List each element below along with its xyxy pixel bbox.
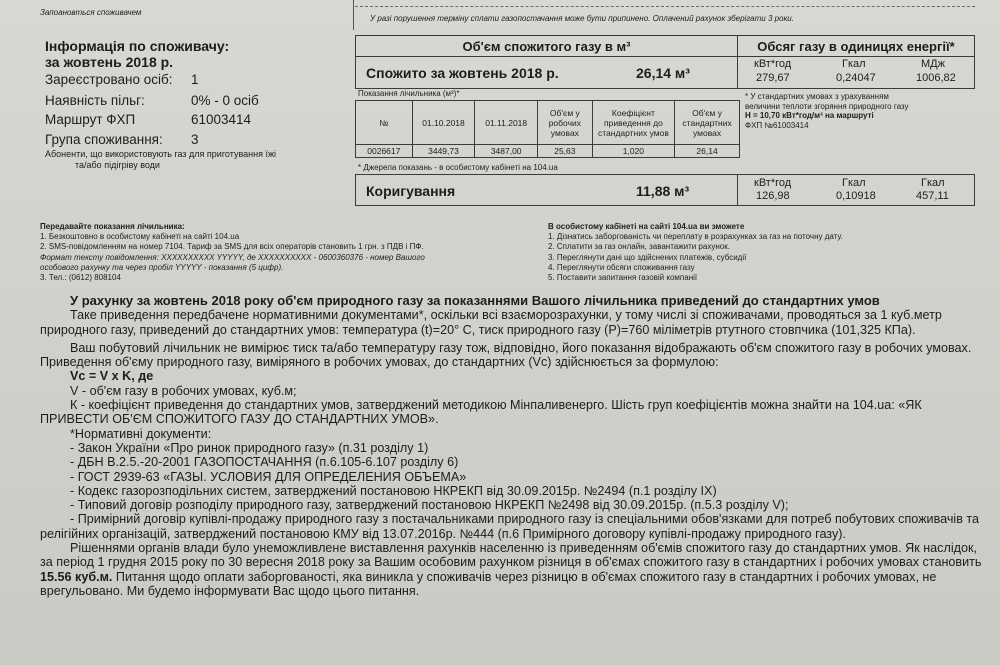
norm-item: - Закон України «Про ринок природного газу» (п.31 розділу 1): [70, 440, 429, 455]
std-note-line: * У стандартних умовах з урахуванням: [745, 92, 889, 101]
cabinet-line: 5. Поставити запитання газовій компанії: [548, 273, 698, 283]
norm-item: - Примірний договір купівлі-продажу природного газу з постачальниками природного газу із спеціальними обов'язками для потреб побутових споживачів та релігійних організацій, затверджений постановою КМУ від 13.07.2016р. №444 (п.6 Примірного договору купівлі-продажу природного газу).: [40, 512, 980, 541]
difference-volume: 15.56 куб.м.: [40, 569, 113, 584]
meter-header-cell: №: [356, 101, 413, 145]
correction-divider: [737, 175, 738, 205]
energy-value-gcal: 0,24047: [836, 72, 876, 84]
energy-unit-kwh: кВт*год: [754, 58, 792, 70]
energy-value-mj: 1006,82: [916, 72, 956, 84]
cabinet-line: 1. Дізнатись заборгованість чи переплату в розрахунках за газ на поточну дату.: [548, 232, 843, 242]
correction-value-kwh: 126,98: [756, 190, 790, 202]
row-value: 3: [191, 132, 199, 147]
std-note-line: ФХП №61003414: [745, 120, 809, 130]
standard-conditions-note: [745, 92, 909, 130]
top-right-note: У разі порушення терміну сплати газопостачання може бути припинено. Оплачений рахунок зберігати 3 роки.: [370, 14, 794, 23]
formula: Vc = V x K, де: [70, 369, 154, 384]
meter-header-cell: Об'єм у робочих умовах: [538, 101, 593, 145]
norms-title: *Нормативні документи:: [70, 426, 212, 441]
norm-item: - ДБН В.2.5.-20-2001 ГАЗОПОСТАЧАННЯ (п.6.105-6.107 розділу 6): [70, 455, 459, 470]
row-value: 0% - 0 осіб: [191, 93, 259, 108]
top-left-note: Запоановться споживачем: [40, 8, 142, 17]
meter-source-note: * Джерела показань - в особистому кабінеті на 104.ua: [358, 163, 558, 172]
std-note-line: Н = 10,70 кВт*год/м³ на маршруті: [745, 111, 874, 120]
definition-v: V - об'єм газу в робочих умовах, куб.м;: [70, 383, 297, 398]
correction-value-gcal2: 457,11: [916, 190, 949, 202]
main-paragraph-2: Ваш побутовий лічильник не вимірює тиск та/або температуру газу тож, відповідно, його показання відображають об'єм спожитого газу в робочих умовах. Приведення об'єму природного газу, виміряного в робочих умовах, до стандартних (Vс) здійснюється за формулою:: [40, 340, 972, 370]
meter-data-row: [356, 145, 740, 158]
consumer-title-line1: Інформація по споживачу:: [45, 38, 230, 54]
cut-line: [355, 6, 975, 7]
row-label: Наявність пільг:: [45, 93, 145, 108]
gas-volume-header: Об'єм спожитого газу в м³: [462, 39, 631, 54]
consumer-note-line1: Абоненти, що використовують газ для приготування їжі: [45, 149, 276, 159]
consumed-label: Спожито за жовтень 2018 р.: [366, 65, 559, 81]
meter-header-cell: Об'єм у стандартних умовах: [675, 101, 740, 145]
cabinet-line: 4. Переглянути обсяги споживання газу: [548, 262, 695, 272]
consumer-row-group: [45, 132, 199, 147]
meter-cell: 3449,73: [412, 145, 475, 158]
meter-header-cell: 01.11.2018: [475, 101, 538, 145]
meter-cell: 1,020: [592, 145, 674, 158]
vertical-divider: [353, 0, 354, 30]
meter-cell: 25,63: [538, 145, 593, 158]
transfer-readings-block: [40, 222, 520, 283]
consumer-info-title: [45, 38, 229, 70]
energy-unit-gcal: Гкал: [842, 58, 866, 70]
correction-unit-gcal: Гкал: [842, 177, 866, 189]
row-label: Група споживання:: [45, 132, 163, 147]
volume-row-divider: [356, 56, 974, 57]
volume-table: [355, 35, 975, 89]
meter-header-cell: 01.10.2018: [412, 101, 475, 145]
meter-cell: 0026617: [356, 145, 413, 158]
paragraph-3-part-b: Питання щодо оплати заборгованості, яка виникла у споживачів через різницю в об'ємах спожитого газу в стандартних і робочих умовах, не врегульовано. Ми будемо інформувати Вас щодо цього питання.: [40, 569, 937, 598]
cabinet-line: 3. Переглянути дані що здійснених платежів, субсидії: [548, 252, 747, 262]
meter-header-row: [356, 101, 740, 145]
correction-box: [355, 174, 975, 206]
paragraph-3-part-a: Рішеннями органів влади було унеможливлене виставлення рахунків населенню із приведенням об'ємів спожитого газу до стандартних умов. Як наслідок, за період 1 грудня 2015 року по 30 вересня 2018 року за Вашим особовим рахунком різниця в об'ємах спожитого газу в стандартних і робочих умовах становить: [40, 541, 982, 570]
meter-caption: Показання лічильника (м³)*: [358, 89, 460, 98]
transfer-line: 1. Безкоштовно в особистому кабінеті на сайті 104.ua: [40, 232, 240, 242]
cabinet-line: 2. Сплатити за газ онлайн, завантажити рахунок.: [548, 242, 730, 252]
consumer-row-benefits: [45, 93, 259, 108]
correction-value: 11,88 м³: [636, 183, 690, 199]
norm-item: - ГОСТ 2939-63 «ГАЗЫ. УСЛОВИЯ ДЛЯ ОПРЕДЕЛЕНИЯ ОБЪЕМА»: [70, 469, 467, 484]
correction-unit-gcal2: Гкал: [921, 177, 945, 189]
main-heading: У рахунку за жовтень 2018 року об'єм природного газу за показаннями Вашого лічильника приведений до стандартних умов: [70, 293, 880, 308]
main-paragraph-1: Таке приведення передбачене нормативними документами*, оскільки всі взаєморозрахунки, у тому числі зі споживачами, проводяться за 1 куб.метр природного газу, приведений до стандартних умов: температура (t)=20° C, тиск природного газу (P)=760 міліметрів ртутного стовпчика (101,325 КПа).: [40, 308, 942, 337]
row-value: 61003414: [191, 112, 252, 127]
correction-value-gcal: 0,10918: [836, 190, 876, 202]
energy-value-kwh: 279,67: [756, 72, 790, 84]
meter-table: [355, 100, 740, 158]
norm-item: - Типовий договір розподілу природного газу, затверджений постановою НКРЕКП №2498 від 30.09.2015р. (п.5.3 розділу V);: [70, 498, 789, 513]
transfer-title: Передавайте показання лічильника:: [40, 222, 185, 231]
definition-k: К - коефіцієнт приведення до стандартних умов, затверджений методикою Мінпаливенерго. Шість груп коефіцієнтів можна знайти на 104.ua: «ЯК ПРИВЕСТИ ОБ'ЄМ СПОЖИТОГО ГАЗУ ДО СТАНДАРТНИХ УМОВ».: [40, 398, 922, 427]
cabinet-title: В особистому кабінеті на сайті 104.ua ви зможете: [548, 222, 745, 231]
energy-unit-mj: МДж: [921, 58, 945, 70]
transfer-line: особового рахунку та через пробіл YYYYY - показання (5 цифр).: [40, 262, 284, 272]
row-label: Маршрут ФХП: [45, 112, 136, 127]
meter-cell: 26,14: [675, 145, 740, 158]
consumer-row-registered: [45, 72, 199, 87]
transfer-line: 3. Тел.: (0612) 808104: [40, 273, 121, 283]
norm-item: - Кодекс газорозподільних систем, затверджений постановою НКРЕКП від 30.09.2015р. №2494 (п.1 розділу IX): [70, 483, 717, 498]
correction-label: Коригування: [366, 183, 456, 199]
consumer-period: за жовтень 2018 р.: [45, 54, 174, 70]
consumer-note: [45, 149, 276, 171]
main-paragraph-3: [40, 541, 990, 598]
main-text: [40, 294, 990, 598]
row-value: 1: [191, 72, 199, 87]
consumer-row-route: [45, 112, 252, 127]
consumer-note-line2: та/або підігріву води: [75, 160, 160, 170]
correction-unit-kwh: кВт*год: [754, 177, 792, 189]
transfer-line: 2. SMS-повідомленням на номер 7104. Тариф за SMS для всіх операторів становить 1 грн. з ПДВ і ПФ.: [40, 242, 424, 252]
transfer-line: Формат тексту повідомлення: XXXXXXXXXX YYYYY, де XXXXXXXXXX - 0600360376 - номер Вашого: [40, 252, 425, 262]
cabinet-block: [548, 222, 978, 283]
energy-header: Обсяг газу в одиницях енергії*: [757, 39, 955, 54]
consumed-value: 26,14 м³: [636, 65, 690, 81]
row-label: Зареєстровано осіб:: [45, 72, 173, 87]
meter-cell: 3487,00: [475, 145, 538, 158]
std-note-line: величини теплоти згоряння природного газу: [745, 101, 909, 111]
meter-header-cell: Коефіцієнт приведення до стандартних умов: [592, 101, 674, 145]
